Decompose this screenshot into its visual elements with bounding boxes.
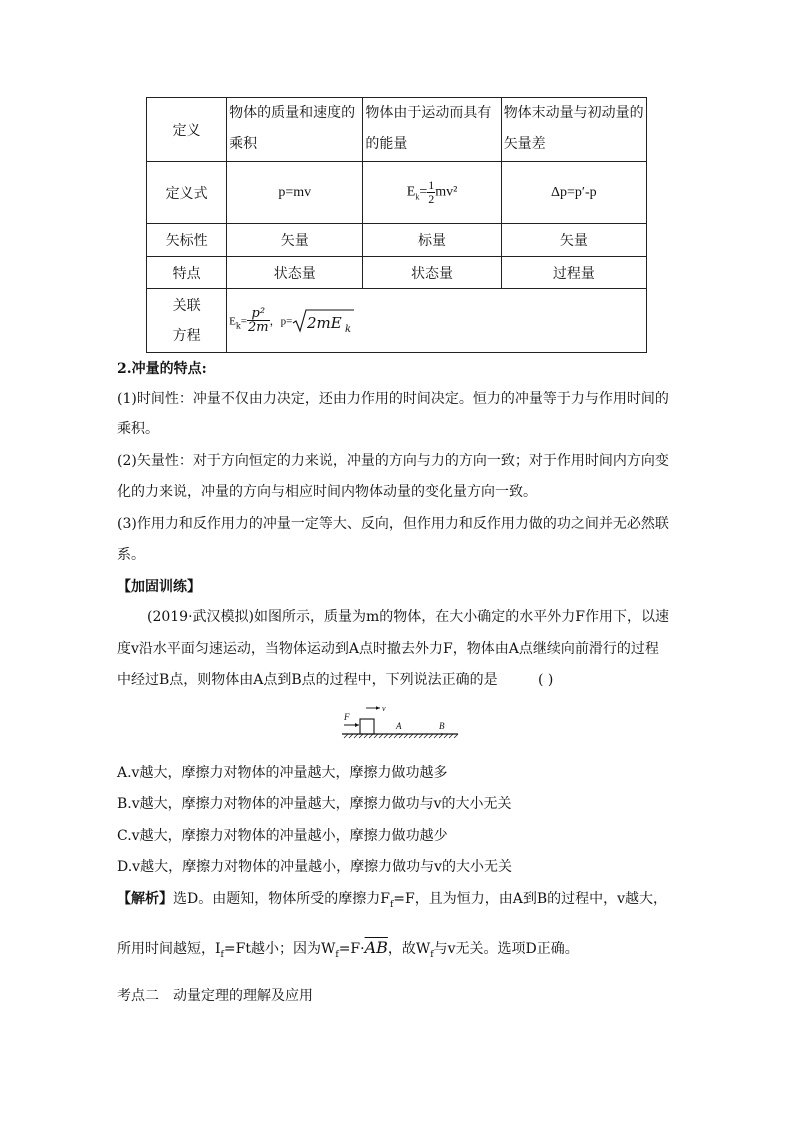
section-title-impulse-features: 2.冲量的特点: [117, 361, 207, 377]
point-2-line-2: 化的力来说，冲量的方向与相应时间内物体动量的变化量方向一致。 [117, 484, 537, 500]
cell-relation-equation: $E_k=$ $\frac{\text{p²}}{2m}$ ，p= 2mE k [227, 289, 647, 353]
cell-momentum-formula: p=mv [227, 162, 363, 224]
cell-momentum-vector: 矢量 [227, 224, 363, 257]
point-a-marker [398, 733, 400, 735]
svg-text:2mE: 2mE [307, 313, 343, 332]
point-3-line-2: 系。 [117, 547, 145, 563]
cell-kinetic-energy-state: 状态量 [363, 257, 501, 289]
row-head-definition: 定义 [147, 98, 227, 162]
force-arrow-icon [344, 723, 359, 727]
practice-label: 【加固训练】 [117, 579, 201, 595]
answer-blank: ( ) [538, 672, 554, 688]
analysis-label: 【解析】 [117, 891, 173, 907]
cell-kinetic-energy-scalar: 标量 [363, 224, 501, 257]
cell-kinetic-energy-formula: $E_k=$ $\frac{1}{2}$ mv² [363, 162, 501, 224]
table-row [147, 257, 647, 289]
option-a: A.v越大，摩擦力对物体的冲量越大，摩擦力做功越多 [117, 765, 448, 781]
cell-momentum-change-vector: 矢量 [501, 224, 646, 257]
cell-kinetic-energy-definition: 物体由于运动而具有的能量 [363, 98, 501, 162]
table-row [147, 98, 647, 162]
option-c: C.v越大，摩擦力对物体的冲量越小，摩擦力做功越少 [117, 828, 448, 844]
fraction-p2-over-2m: $\frac{\text{p²}}{2m}$ [247, 306, 269, 335]
next-section-title: 考点二 动量定理的理解及应用 [117, 988, 313, 1004]
block-on-surface-figure [338, 703, 462, 745]
block [360, 719, 374, 734]
fraction-half: $\frac{1}{2}$ [428, 178, 435, 206]
analysis-line-1: 【解析】选D。由题知，物体所受的摩擦力$F_f=F$，且为恒力，由A到B的过程中，v越大， [117, 891, 668, 910]
question-line-1: (2019·武汉模拟)如图所示，质量为m的物体，在大小确定的水平外力F作用下，以速 [147, 609, 669, 625]
row-head-vector-scalar: 矢标性 [147, 224, 227, 257]
label-point-b: B [439, 721, 445, 731]
velocity-arrow-icon [366, 706, 380, 709]
option-b: B.v越大，摩擦力对物体的冲量越大，摩擦力做功与v的大小无关 [117, 796, 512, 812]
row-head-relation: 关联 方程 [147, 289, 227, 353]
label-point-a: A [396, 721, 402, 731]
point-1-line-1: (1)时间性：冲量不仅由力决定，还由力作用的时间决定。恒力的冲量等于力与作用时间的 [117, 391, 669, 407]
cell-momentum-definition: 物体的质量和速度的乘积 [227, 98, 363, 162]
ground-surface [342, 734, 458, 738]
row-head-feature: 特点 [147, 257, 227, 289]
question-line-2: 度v沿水平面匀速运动，当物体运动到A点时撤去外力F，物体由A点继续向前滑行的过程 [117, 641, 659, 657]
row-head-formula: 定义式 [147, 162, 227, 224]
question-line-3: 中经过B点，则物体由A点到B点的过程中，下列说法正确的是 [117, 672, 498, 688]
svg-text:k: k [345, 323, 352, 334]
label-force: F [344, 712, 350, 722]
segment-ab: $\overline{AB}$ [364, 938, 388, 957]
point-3-line-1: (3)作用力和反作用力的冲量一定等大、反向，但作用力和反作用力做的功之间并无必然联 [117, 516, 669, 532]
table-row [147, 289, 647, 353]
comparison-table [146, 97, 647, 353]
cell-momentum-state: 状态量 [227, 257, 363, 289]
label-velocity: v [382, 704, 386, 713]
sqrt-expression [292, 308, 354, 334]
cell-momentum-change-definition: 物体末动量与初动量的矢量差 [501, 98, 646, 162]
sqrt-sign-icon [292, 308, 354, 334]
cell-momentum-change-process: 过程量 [501, 257, 646, 289]
point-1-line-2: 乘积。 [117, 421, 159, 437]
point-2-line-1: (2)矢量性：对于方向恒定的力来说，冲量的方向与力的方向一致；对于作用时间内方向变 [117, 453, 669, 469]
cell-momentum-change-formula: Δp=p′-p [501, 162, 646, 224]
option-d: D.v越大，摩擦力对物体的冲量越小，摩擦力做功与v的大小无关 [117, 859, 512, 875]
table-row [147, 224, 647, 257]
table-row [147, 162, 647, 224]
analysis-line-2: 所用时间越短，$I_f=Ft$越小；因为$W_f=F\cdot\overline{AB}$，故$W_f$与v无关。选项D正确。 [117, 938, 579, 960]
point-b-marker [441, 733, 443, 735]
